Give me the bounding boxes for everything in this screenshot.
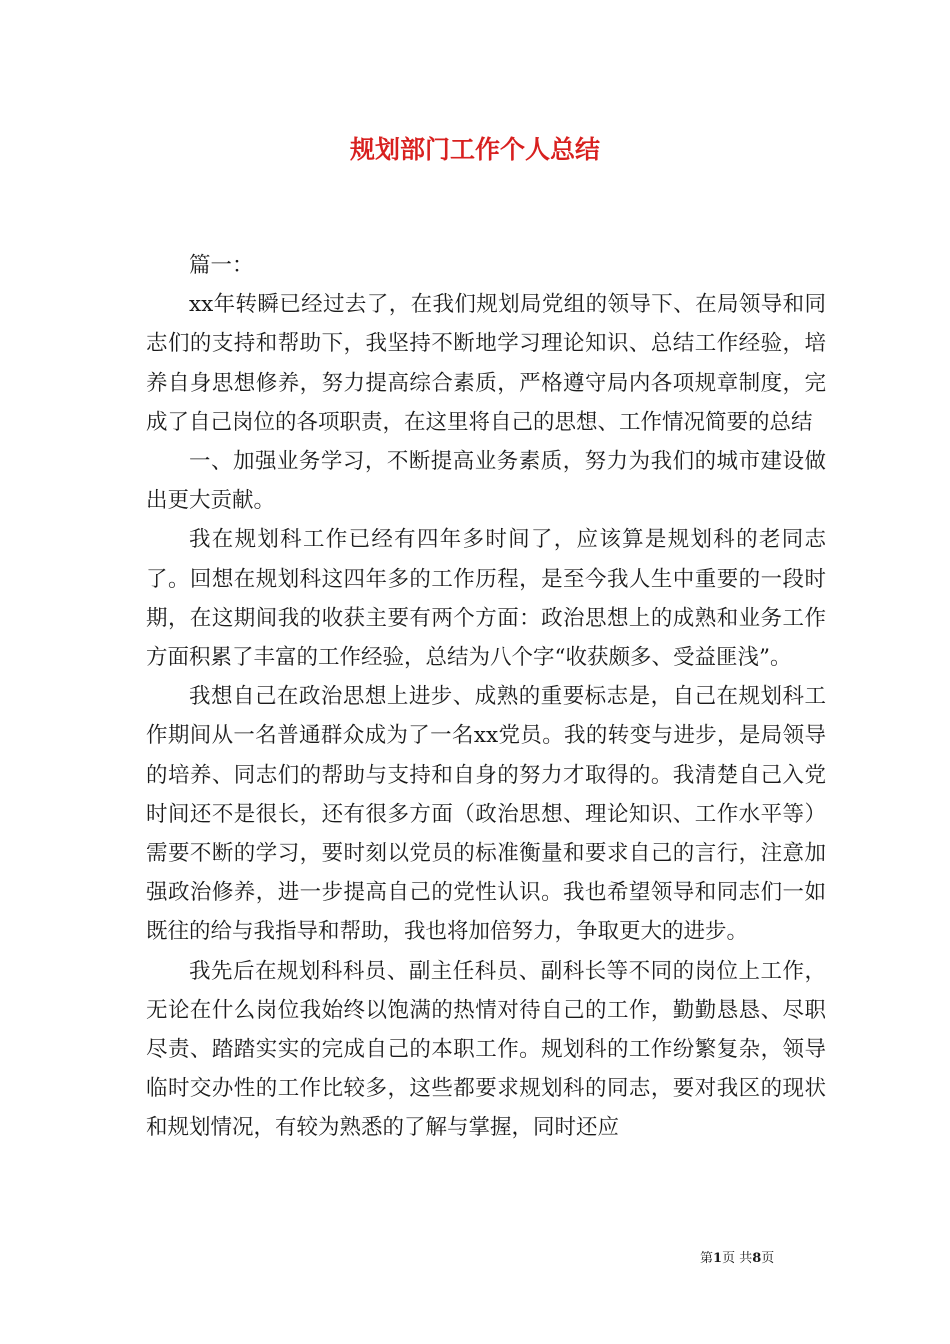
- page-footer: [700, 1250, 820, 1268]
- footer-suffix: 页: [761, 1251, 775, 1266]
- paragraph-heading-one: 一、加强业务学习，不断提高业务素质，努力为我们的城市建设做出更大贡献。: [146, 449, 826, 514]
- footer-prefix: 第: [700, 1251, 714, 1266]
- footer-middle: 页 共: [722, 1251, 753, 1266]
- document-title: 规划部门工作个人总结: [349, 135, 600, 164]
- footer-total-pages: 8: [752, 1251, 762, 1266]
- paragraph-intro: xx年转瞬已经过去了，在我们规划局党组的领导下、在局领导和同志们的支持和帮助下，我坚持不断地学习理论知识、总结工作经验，培养自身思想修养，努力提高综合素质，严格遵守局内各项规章制度，完成了自己岗位的各项职责，在这里将自己的思想、工作情况简要的总结: [146, 292, 826, 435]
- document-body: [146, 246, 826, 1148]
- paragraph-experience: 我在规划科工作已经有四年多时间了，应该算是规划科的老同志了。回想在规划科这四年多的工作历程，是至今我人生中重要的一段时期，在这期间我的收获主要有两个方面：政治思想上的成熟和业务工作方面积累了丰富的工作经验，总结为八个字“收获颇多、受益匪浅”。: [146, 527, 826, 671]
- paragraph-section-label: 篇一：: [189, 253, 254, 278]
- footer-current-page: 1: [713, 1251, 723, 1266]
- paragraph-political: 我想自己在政治思想上进步、成熟的重要标志是，自己在规划科工作期间从一名普通群众成为了一名xx党员。我的转变与进步，是局领导的培养、同志们的帮助与支持和自身的努力才取得的。我清楚自己入党时间还不是很长，还有很多方面（政治思想、理论知识、工作水平等）需要不断的学习，要时刻以党员的标准衡量和要求自己的言行，注意加强政治修养，进一步提高自己的党性认识。我也希望领导和同志们一如既往的给与我指导和帮助，我也将加倍努力，争取更大的进步。: [146, 684, 826, 945]
- paragraph-positions: 我先后在规划科科员、副主任科员、副科长等不同的岗位上工作，无论在什么岗位我始终以饱满的热情对待自己的工作，勤勤恳恳、尽职尽责、踏踏实实的完成自己的本职工作。规划科的工作纷繁复杂，领导临时交办性的工作比较多，这些都要求规划科的同志，要对我区的现状和规划情况，有较为熟悉的了解与掌握，同时还应: [146, 958, 826, 1141]
